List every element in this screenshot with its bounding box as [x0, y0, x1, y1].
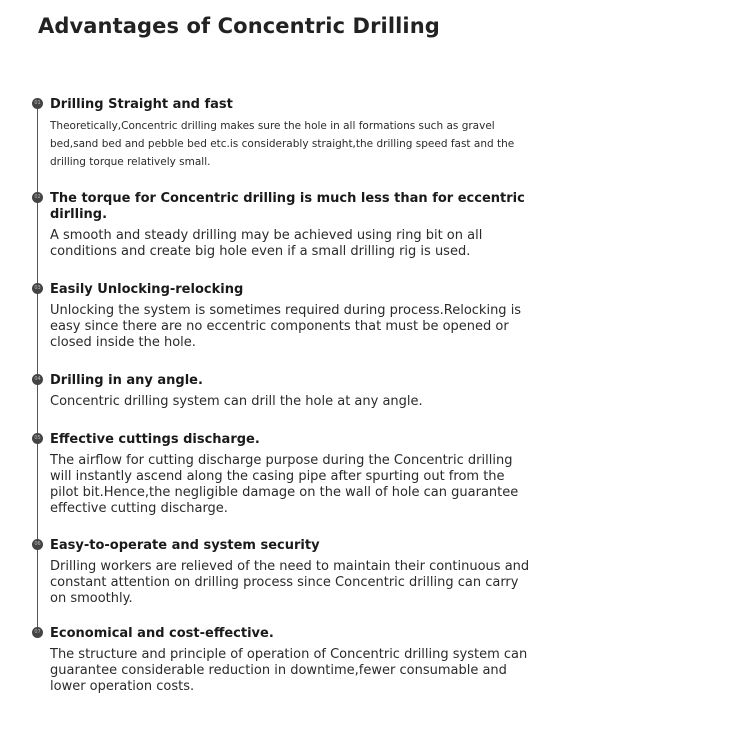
advantage-item-2: [34, 191, 530, 260]
advantage-title: The torque for Concentric drilling is much less than for eccentric dirlling.: [50, 191, 525, 222]
advantage-title: Easily Unlocking-relocking: [50, 282, 244, 297]
advantage-title: Economical and cost-effective.: [50, 626, 274, 641]
advantage-description: Drilling workers are relieved of the need to maintain their continuous and constant attention on drilling process since Concentric drilling can carry on smoothly.: [50, 559, 530, 606]
advantage-title: Easy-to-operate and system security: [50, 538, 320, 553]
advantage-item-7: [34, 626, 530, 695]
page-title: Advantages of Concentric Drilling: [38, 14, 440, 38]
advantage-item-4: [34, 373, 530, 410]
advantage-title: Drilling in any angle.: [50, 373, 203, 388]
timeline-bullet-icon: 06: [32, 539, 43, 550]
advantage-title: Effective cuttings discharge.: [50, 432, 260, 447]
timeline-bullet-icon: 04: [32, 374, 43, 385]
advantage-item-5: [34, 432, 530, 517]
timeline-bullet-icon: 02: [32, 192, 43, 203]
advantage-item-3: [34, 282, 530, 351]
advantage-item-1: [34, 97, 530, 171]
advantage-description: The structure and principle of operation of Concentric drilling system can guarantee considerable reduction in downtime,fewer consumable and lower operation costs.: [50, 647, 528, 694]
advantage-description: The airflow for cutting discharge purpose during the Concentric drilling will instantly ascend along the casing pipe after spurting out from the pilot bit.Hence,the negligible damage on the wall of hole can guarantee effective cutting discharge.: [50, 453, 519, 516]
timeline-bullet-icon: 03: [32, 283, 43, 294]
timeline-bullet-icon: 01: [32, 98, 43, 109]
timeline-bullet-icon: 05: [32, 433, 43, 444]
advantage-item-6: [34, 538, 530, 607]
advantage-description: Theoretically,Concentric drilling makes sure the hole in all formations such as gravel bed,sand bed and pebble bed etc.is considerably straight,the drilling speed fast and the drilling torque relatively small.: [50, 120, 515, 168]
advantage-title: Drilling Straight and fast: [50, 97, 233, 112]
timeline-bullet-icon: 07: [32, 627, 43, 638]
advantage-description: Concentric drilling system can drill the hole at any angle.: [50, 394, 423, 409]
timeline-line: [37, 104, 38, 635]
advantage-description: Unlocking the system is sometimes required during process.Relocking is easy since there are no eccentric components that must be opened or closed inside the hole.: [50, 303, 522, 350]
advantage-description: A smooth and steady drilling may be achieved using ring bit on all conditions and create big hole even if a small drilling rig is used.: [50, 228, 483, 259]
